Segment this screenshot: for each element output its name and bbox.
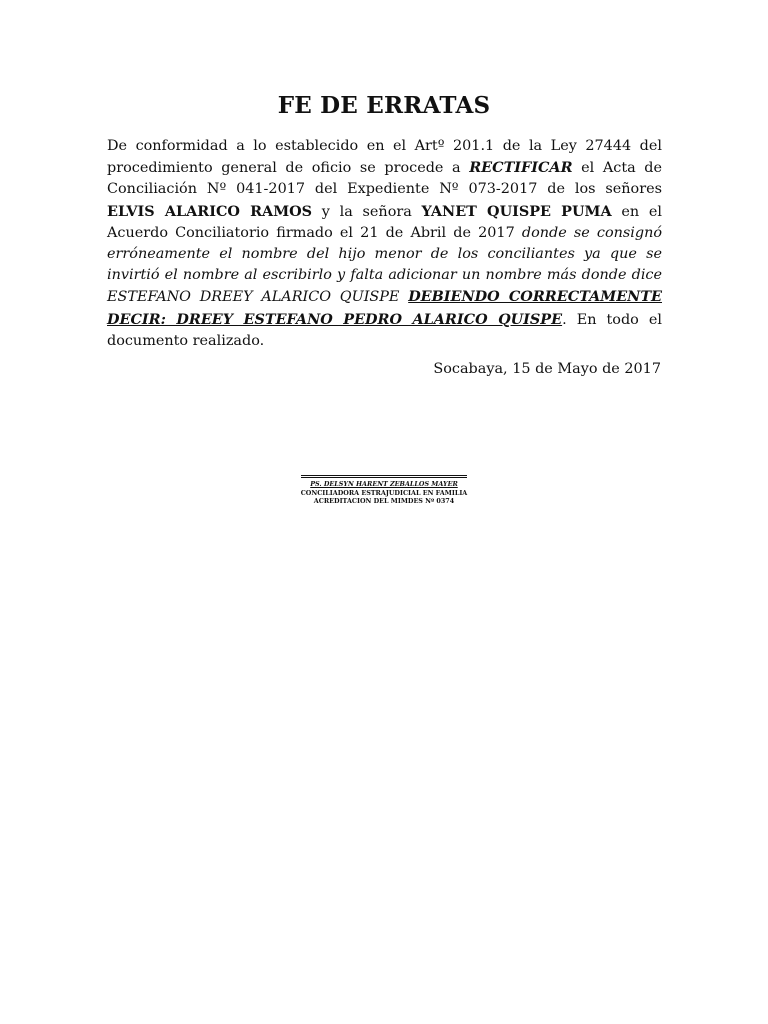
paragraph-text-6: . En todo el documento realizado. xyxy=(107,311,663,349)
error-description: donde se consignó erróneamente el nombre del hijo menor de los conciliantes ya que se invirtió el nombre al escribirlo y falta adicionar un nombre más donde dice ESTEFANO DREEY ALARICO QUISPE xyxy=(107,224,663,306)
paragraph-text-2: el Acta de Conciliación Nº 041-2017 del Expediente Nº 073-2017 de los señores xyxy=(107,160,662,198)
signature-line-2 xyxy=(301,477,467,478)
rectificar-keyword: RECTIFICAR xyxy=(469,159,573,177)
document-title: FE DE ERRATAS xyxy=(277,92,491,119)
main-paragraph xyxy=(107,136,662,352)
paragraph-text-1: De conformidad a lo establecido en el Artº 201.1 de la Ley 27444 del procedimiento general de oficio se procede a xyxy=(107,138,662,177)
place-date: Socabaya, 15 de Mayo de 2017 xyxy=(433,361,661,377)
correction-statement: DEBIENDO CORRECTAMENTE DECIR: DREEY ESTEFANO PEDRO ALARICO QUISPE xyxy=(107,288,662,328)
paragraph-text-4: en el Acuerdo Conciliatorio firmado el 21 de Abril de 2017 xyxy=(107,203,662,241)
paragraph-text-3: y la señora xyxy=(312,203,422,220)
signatory-name: PS. DELSYN HARENT ZEBALLOS MAYER xyxy=(310,480,458,488)
paragraph-text-5 xyxy=(399,289,408,305)
party-name-1: ELVIS ALARICO RAMOS xyxy=(107,202,313,220)
signatory-role: CONCILIADORA ESTRAJUDICIAL EN FAMILIA xyxy=(300,488,468,497)
party-name-2: YANET QUISPE PUMA xyxy=(421,202,612,220)
signatory-accreditation: ACREDITACION DEL MIMDES Nº 0374 xyxy=(313,497,455,506)
signature-line xyxy=(301,475,467,476)
signature-block xyxy=(284,475,484,506)
